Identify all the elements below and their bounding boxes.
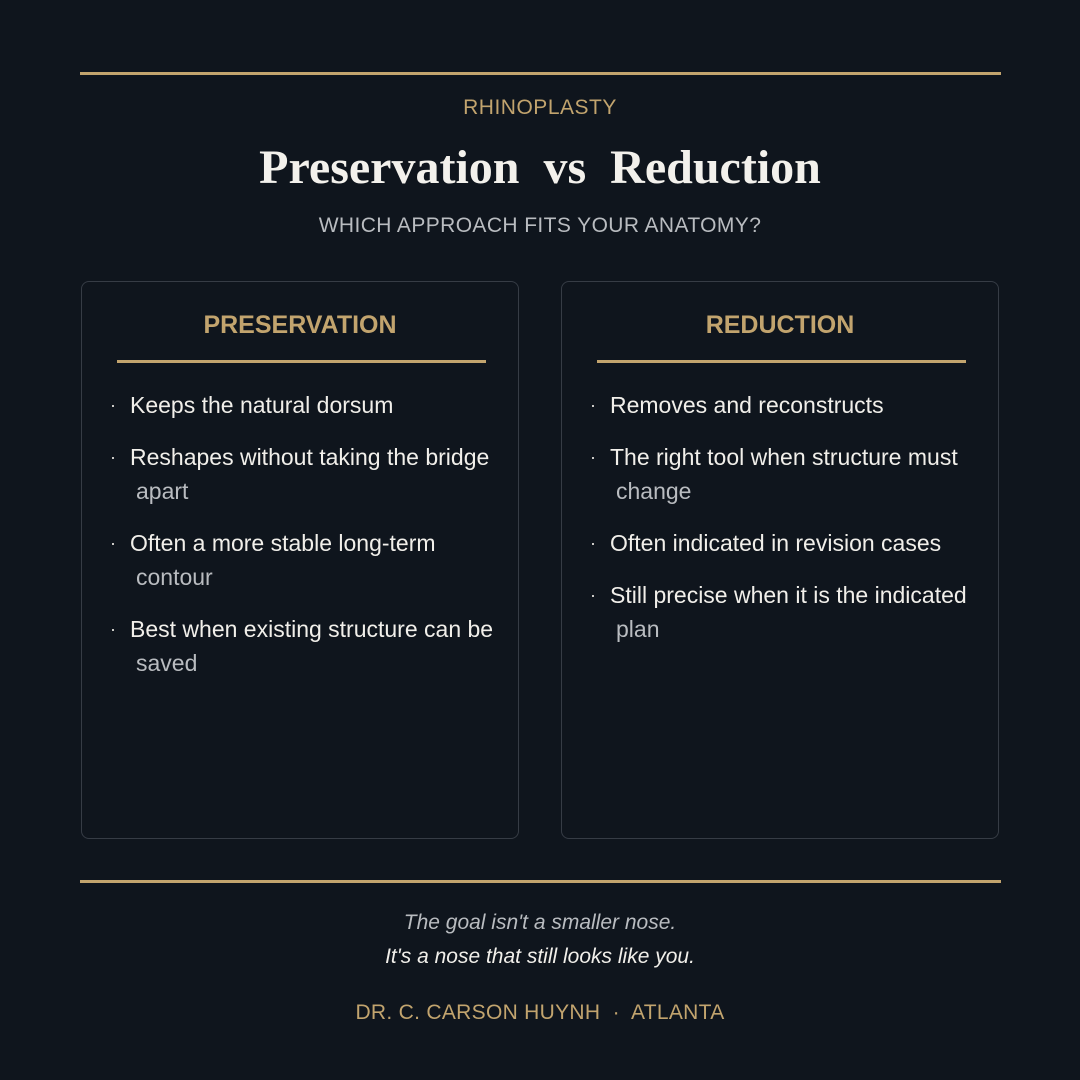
page-title: Preservation vs Reduction — [259, 141, 821, 194]
bullet-dot: · — [590, 585, 596, 605]
item-text-continued: change — [616, 478, 692, 504]
bullet-dot: · — [590, 447, 596, 467]
list-item — [590, 528, 990, 558]
closing-quote-line-2: It's a nose that still looks like you. — [385, 945, 695, 968]
item-text-continued: plan — [616, 616, 660, 642]
list-item — [110, 614, 510, 678]
list-item — [590, 580, 990, 644]
page-subtitle: WHICH APPROACH FITS YOUR ANATOMY? — [318, 214, 762, 237]
item-text: The right tool when structure must — [610, 444, 958, 470]
list-item — [590, 442, 990, 506]
reduction-heading: REDUCTION — [705, 311, 855, 339]
reduction-heading-divider — [597, 360, 966, 363]
item-text: Often indicated in revision cases — [610, 530, 942, 556]
list-item — [110, 442, 510, 506]
list-item — [590, 390, 990, 420]
closing-quote-line-1: The goal isn't a smaller nose. — [403, 911, 677, 934]
item-text: Reshapes without taking the bridge — [130, 444, 490, 470]
preservation-list — [110, 390, 510, 700]
list-item — [110, 390, 510, 420]
bullet-dot: · — [110, 619, 116, 639]
list-item — [110, 528, 510, 592]
preservation-heading: PRESERVATION — [203, 311, 397, 339]
preservation-heading-divider — [117, 360, 486, 363]
item-text: Removes and reconstructs — [610, 392, 884, 418]
bullet-dot: · — [110, 447, 116, 467]
reduction-card — [561, 281, 999, 839]
bullet-dot: · — [110, 533, 116, 553]
item-text: Still precise when it is the indicated — [610, 582, 967, 608]
item-text: Best when existing structure can be — [130, 616, 494, 642]
item-text-continued: contour — [136, 564, 213, 590]
bullet-dot: · — [590, 533, 596, 553]
bullet-dot: · — [590, 395, 596, 415]
bottom-divider — [80, 880, 1001, 883]
preservation-card — [81, 281, 519, 839]
bullet-dot: · — [110, 395, 116, 415]
reduction-list — [590, 390, 990, 666]
item-text: Keeps the natural dorsum — [130, 392, 394, 418]
eyebrow-label: RHINOPLASTY — [463, 96, 617, 119]
item-text-continued: saved — [136, 650, 198, 676]
item-text: Often a more stable long-term — [130, 530, 436, 556]
top-divider — [80, 72, 1001, 75]
doctor-signature: DR. C. CARSON HUYNH · ATLANTA — [355, 1001, 725, 1024]
item-text-continued: apart — [136, 478, 189, 504]
